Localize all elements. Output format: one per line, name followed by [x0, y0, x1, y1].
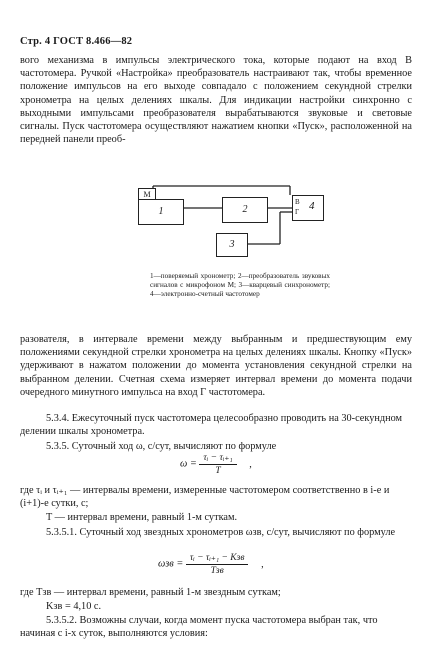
formula-daily-rate: [180, 452, 252, 476]
where-tau: где τᵢ и τᵢ₊₁ — интервалы времени, измеренные частотомером соответственно в i-е и (i+1)-е сутки, с;: [20, 485, 390, 510]
input-g-label: Г: [295, 208, 300, 216]
formula2-tail: ,: [261, 558, 264, 570]
section-5-3-5-2: 5.3.5.2. Возможны случаи, когда момент пуска частотомера выбран так, что начиная с i-х суток, выполняются условия:: [20, 615, 378, 640]
where-t: T — интервал времени, равный 1-м суткам.: [46, 512, 238, 523]
formula-tail: ,: [249, 458, 252, 470]
block-diagram: [130, 183, 330, 265]
section-5-3-4: 5.3.4. Ежесуточный пуск частотомера целесообразно проводить на 30-секундном делении шкалы хронометра.: [20, 413, 403, 438]
input-v-label: В: [295, 198, 300, 206]
counter-number: 4: [309, 200, 315, 212]
formula-fraction: [199, 452, 236, 476]
paragraph-main: разователя, в интервале времени между выбранным и предшествующим ему положениями секундной стрелки хронометра на целых делениях шкалы. Кнопку «Пуск» удерживают в нажатом положении до момента установления секундной стрелки на выбранном делении. Счетная схема измеряет интервал времени до момента подачи очередного минутного импульса на вход Г частотомера.: [20, 334, 412, 398]
formula2-denominator: Tзв: [210, 566, 224, 576]
formula-sidereal-rate: [158, 552, 264, 576]
formula-lhs: ω =: [180, 458, 197, 470]
section-5-3-5-1: 5.3.5.1. Суточный ход звездных хронометров ωзв, с/сут, вычисляют по формуле: [46, 527, 396, 538]
section-5-3-5: 5.3.5. Суточный ход ω, с/сут, вычисляют по формуле: [46, 441, 277, 452]
where-tzv: где Tзв — интервал времени, равный 1-м звездным суткам;: [20, 587, 281, 598]
figure-caption: 1—поверяемый хронометр; 2—преобразователь звуковых сигналов с микрофоном М; 3—кварцевый синхронометр; 4—электронно-счетный частотомер: [150, 272, 330, 298]
formula-numerator: τᵢ − τᵢ₊₁: [199, 452, 236, 465]
page-header: Стр. 4 ГОСТ 8.466—82: [20, 36, 133, 47]
formula-denominator: T: [215, 466, 221, 476]
formula2-lhs: ωзв =: [158, 558, 184, 570]
where-kzv: Kзв = 4,10 с.: [46, 601, 102, 612]
microphone-box: М: [138, 188, 156, 202]
synchronometer-box: 3: [216, 233, 248, 257]
formula2-fraction: [186, 552, 249, 576]
frequency-counter-box: [292, 195, 324, 221]
chronometer-box: 1: [138, 199, 184, 225]
paragraph-continuation: вого механизма в импульсы электрического тока, которые подают на вход В частотомера. Ручкой «Настройка» преобразователь настраивают так, чтобы временное положение импульсов на его выходе совпадало с положением секундной стрелки хронометра на целых делениях шкалы. Для индикации настройки синхронно с выходными импульсами преобразователя вырабатываются звуковые и световые сигналы. Пуск частотомера осуществляют нажатием кнопки «Пуск», расположенной на передней панели преоб-: [20, 55, 412, 146]
formula2-numerator: τᵢ − τᵢ₊₁ − Kзв: [186, 552, 249, 565]
converter-box: 2: [222, 197, 268, 223]
